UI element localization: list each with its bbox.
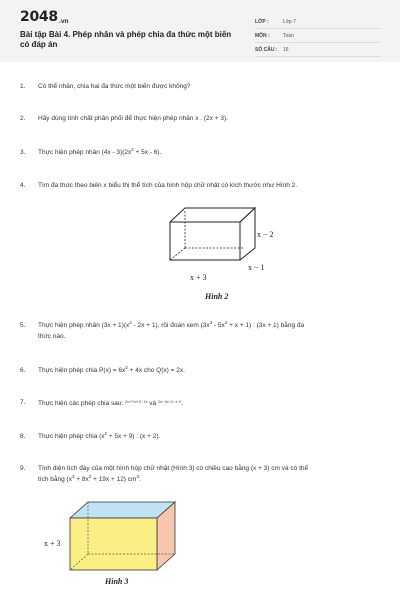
text-part: Thực hiện phép nhân (3x + 1)(x bbox=[38, 322, 130, 329]
exponent: 3 bbox=[136, 474, 139, 479]
question-text bbox=[38, 431, 393, 442]
front-face bbox=[70, 518, 157, 570]
text-part: + x + 1) : (3x + 1) bằng đa bbox=[227, 322, 305, 329]
figure-3-caption: Hình 3 bbox=[105, 577, 129, 586]
text-part: Thực hiện phép chia (x bbox=[38, 433, 105, 440]
meta-value: Toán bbox=[283, 32, 294, 39]
exponent: 2 bbox=[131, 147, 134, 152]
question-number: 1. bbox=[20, 83, 26, 90]
question-number: 3. bbox=[20, 149, 26, 156]
label-height: x − 1 bbox=[248, 263, 265, 272]
logo-text: 2048 bbox=[20, 9, 58, 25]
logo-suffix: .vn bbox=[58, 18, 69, 25]
text-part: Thực hiện các phép chia sau: bbox=[38, 400, 126, 407]
text-part: tích bằng (x bbox=[38, 476, 72, 483]
meta-value: Lớp 7 bbox=[283, 18, 297, 25]
text-part: Thực hiện phép nhân (4x - 3)(2x bbox=[38, 149, 132, 156]
front-face bbox=[170, 222, 240, 260]
question-text: Tìm đa thức theo biến x biểu thị thể tích của hình hộp chữ nhật có kích thước như Hình 2. bbox=[38, 182, 298, 189]
meta-row-count bbox=[255, 43, 380, 57]
text-part: . bbox=[181, 400, 184, 407]
meta-row-subject bbox=[255, 29, 380, 43]
exponent: 3 bbox=[209, 320, 213, 325]
meta-key: MÔN : bbox=[255, 32, 270, 39]
text-part: - 2x + 1), rồi đoán xem (3x bbox=[131, 322, 210, 329]
exponent: 2 bbox=[129, 320, 132, 325]
figure-2-box-diagram bbox=[160, 200, 290, 290]
question-number: 6. bbox=[20, 367, 26, 374]
fraction: 2x³+7x²+3 / 2x bbox=[125, 400, 148, 404]
question-number: 2. bbox=[20, 115, 26, 122]
question-number: 5. bbox=[20, 322, 26, 329]
label-width: x + 3 bbox=[190, 273, 207, 282]
text-part: Thực hiện phép chia P(x) = 6x bbox=[38, 367, 126, 374]
question-number: 4. bbox=[20, 182, 26, 189]
document-title: Bài tập Bài 4. Phép nhân và phép chia đa thức một biến có đáp án bbox=[20, 30, 232, 49]
text-part: + 4x cho Q(x) = 2x. bbox=[127, 367, 185, 374]
figure-2-caption: Hình 2 bbox=[205, 292, 229, 301]
exponent: 2 bbox=[88, 474, 92, 479]
question-text bbox=[38, 320, 393, 342]
question-text: Hãy dùng tính chất phân phối để thực hiện phép nhân x . (2x + 3). bbox=[38, 115, 228, 122]
question-text: Có thể nhân, chia hai đa thức một biến được không? bbox=[38, 83, 191, 90]
label-height: x + 3 bbox=[44, 539, 61, 548]
meta-row-class bbox=[255, 15, 380, 29]
meta-key: SỐ CÂU : bbox=[255, 46, 278, 53]
document-header bbox=[0, 0, 400, 62]
text-part: và bbox=[147, 400, 158, 407]
text-part: . bbox=[138, 476, 141, 483]
text-part: + 8x bbox=[74, 476, 89, 483]
exponent: 2 bbox=[125, 365, 128, 370]
exponent: 3 bbox=[71, 474, 75, 479]
text-part: + 19x + 12) cm bbox=[91, 476, 137, 483]
question-number: 9. bbox=[20, 465, 26, 472]
hidden-edge bbox=[170, 248, 185, 260]
text-part: - 5x bbox=[212, 322, 225, 329]
meta-key: LỚP : bbox=[255, 18, 269, 25]
meta-value: 16 bbox=[283, 46, 289, 53]
text-part: + 5x + 9) : (x + 2). bbox=[107, 433, 161, 440]
question-number: 8. bbox=[20, 433, 26, 440]
text-part: + 5x - 6). bbox=[133, 149, 162, 156]
question-text bbox=[38, 147, 393, 158]
text-part: thức nào. bbox=[38, 333, 66, 340]
text-part: Tính diện tích đáy của một hình hộp chữ nhật (Hình 3) có chiều cao bằng (x + 3) cm và có thể bbox=[38, 465, 309, 472]
question-text bbox=[38, 365, 393, 376]
question-text bbox=[38, 397, 393, 409]
fraction: 2x³−3x−2 / x−2 bbox=[157, 400, 182, 404]
exponent: 2 bbox=[104, 431, 108, 436]
question-number: 7. bbox=[20, 399, 26, 406]
site-logo[interactable] bbox=[20, 9, 68, 25]
exponent: 2 bbox=[224, 320, 228, 325]
figure-3-box-diagram bbox=[40, 498, 180, 574]
side-face bbox=[240, 208, 255, 260]
question-text bbox=[38, 463, 393, 485]
meta-table bbox=[255, 15, 380, 57]
label-depth: x − 2 bbox=[257, 230, 274, 239]
